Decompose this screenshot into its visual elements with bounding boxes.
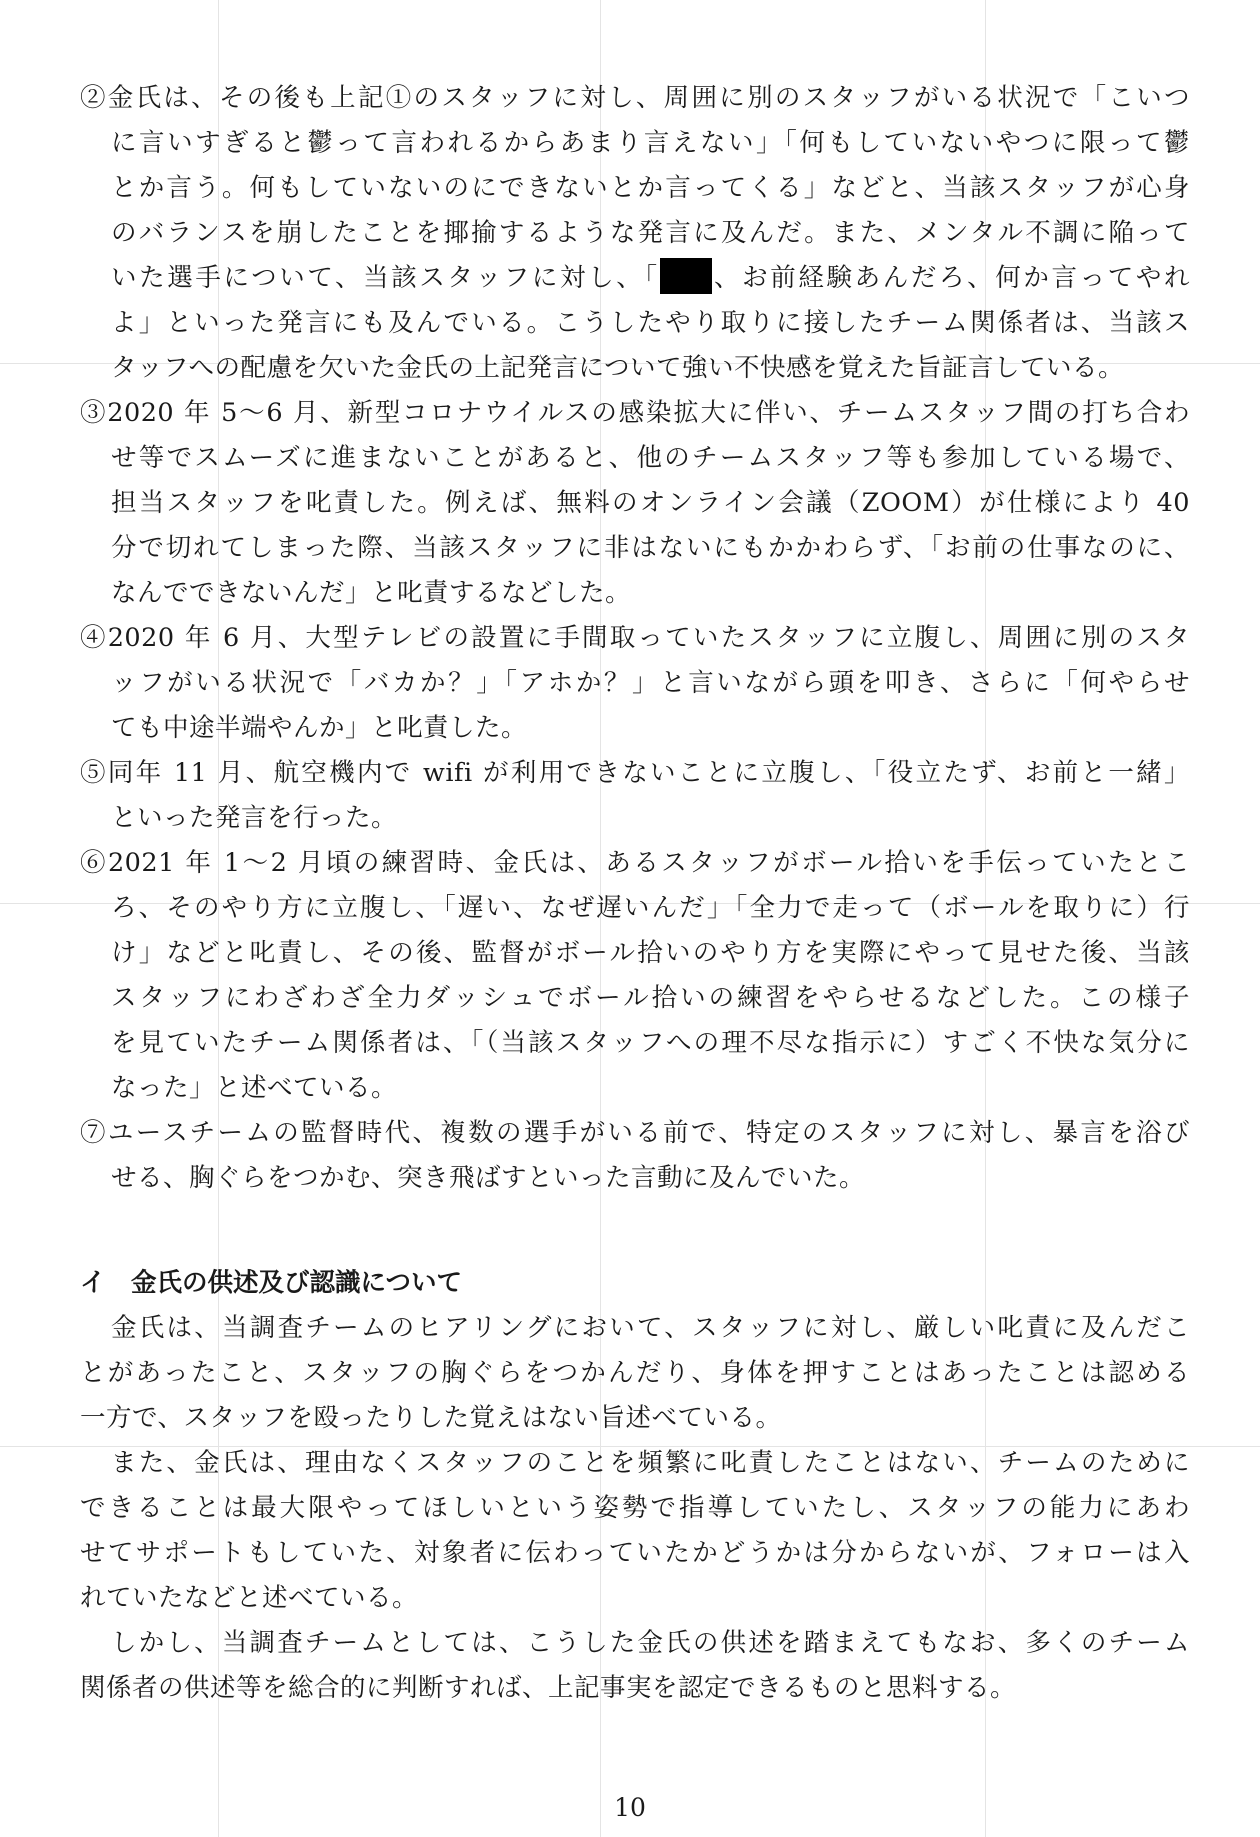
text-line: ②金氏は、その後も上記①のスタッフに対し、周囲に別のスタッフがいる状況で「こいつ (80, 83, 1190, 113)
text-line: なんでできないんだ」と叱責するなどした。 (111, 578, 632, 608)
page-number: 10 (614, 1793, 646, 1822)
list-item (80, 616, 1190, 751)
section-heading: イ 金氏の供述及び認識について (80, 1268, 462, 1298)
text-line: といった発言を行った。 (111, 803, 398, 833)
document-page (80, 76, 1190, 1711)
text-line: ⑤同年 11 月、航空機内で wifi が利用できないことに立腹し、「役立たず、お前と一緒」 (80, 758, 1190, 788)
text-line: 一方で、スタッフを殴ったりした覚えはない旨述べている。 (80, 1403, 782, 1433)
text-line: できることは最大限やってほしいという姿勢で指導していたし、スタッフの能力にあわ (80, 1493, 1190, 1523)
paragraph (80, 1306, 1190, 1441)
text-line: に言いすぎると鬱って言われるからあまり言えない」「何もしていないやつに限って鬱 (111, 128, 1190, 158)
text-line: また、金氏は、理由なくスタッフのことを頻繁に叱責したことはない、チームのために (111, 1448, 1190, 1478)
list-item (80, 76, 1190, 391)
text-line: ⑥2021 年 1～2 月頃の練習時、金氏は、あるスタッフがボール拾いを手伝っていたとこ (80, 848, 1190, 878)
text-segment: いた選手について、当該スタッフに対し、「 (111, 263, 660, 293)
paragraph (80, 1441, 1190, 1621)
text-line: しかし、当調査チームとしては、こうした金氏の供述を踏まえてもなお、多くのチーム (111, 1628, 1190, 1658)
text-segment: 、お前経験あんだろ、何か言ってやれ (711, 263, 1190, 293)
list-item (80, 841, 1190, 1111)
list-item (80, 751, 1190, 841)
text-line: 分で切れてしまった際、当該スタッフに非はないにもかかわらず、「お前の仕事なのに、 (111, 533, 1190, 563)
text-line: のバランスを崩したことを揶揄するような発言に及んだ。また、メンタル不調に陥って (111, 218, 1190, 248)
text-line: とがあったこと、スタッフの胸ぐらをつかんだり、身体を押すことはあったことは認める (80, 1358, 1190, 1388)
text-line: タッフへの配慮を欠いた金氏の上記発言について強い不快感を覚えた旨証言している。 (111, 353, 1124, 383)
text-line: ろ、そのやり方に立腹し、「遅い、なぜ遅いんだ」「全力で走って（ボールを取りに）行 (111, 893, 1190, 923)
text-line: 金氏は、当調査チームのヒアリングにおいて、スタッフに対し、厳しい叱責に及んだこ (111, 1313, 1190, 1343)
text-line (80, 256, 1190, 301)
text-line: れていたなどと述べている。 (80, 1583, 419, 1613)
paragraph (80, 1621, 1190, 1711)
text-line: とか言う。何もしていないのにできないとか言ってくる」などと、当該スタッフが心身 (111, 173, 1190, 203)
text-line: せてサポートもしていた、対象者に伝わっていたかどうかは分からないが、フォローは入 (80, 1538, 1190, 1568)
text-line: 担当スタッフを叱責した。例えば、無料のオンライン会議（ZOOM）が仕様により 40 (111, 488, 1190, 518)
list-item (80, 1111, 1190, 1201)
list-item (80, 391, 1190, 616)
text-line: せ等でスムーズに進まないことがあると、他のチームスタッフ等も参加している場で、 (111, 443, 1190, 473)
text-line: ⑦ユースチームの監督時代、複数の選手がいる前で、特定のスタッフに対し、暴言を浴び (80, 1118, 1190, 1148)
text-line: ッフがいる状況で「バカか？」「アホか？」と言いながら頭を叩き、さらに「何やらせ (111, 668, 1190, 698)
text-line: け」などと叱責し、その後、監督がボール拾いのやり方を実際にやって見せた後、当該 (111, 938, 1190, 968)
text-line: ても中途半端やんか」と叱責した。 (111, 713, 528, 743)
text-line: せる、胸ぐらをつかむ、突き飛ばすといった言動に及んでいた。 (111, 1163, 866, 1193)
text-line: よ」といった発言にも及んでいる。こうしたやり取りに接したチーム関係者は、当該ス (111, 308, 1190, 338)
text-line: を見ていたチーム関係者は、「（当該スタッフへの理不尽な指示に）すごく不快な気分に (111, 1028, 1190, 1058)
redaction-block (660, 258, 712, 294)
text-line: ③2020 年 5～6 月、新型コロナウイルスの感染拡大に伴い、チームスタッフ間の打ち合わ (80, 398, 1190, 428)
text-line: ④2020 年 6 月、大型テレビの設置に手間取っていたスタッフに立腹し、周囲に別のスタ (80, 623, 1190, 653)
text-line: スタッフにわざわざ全力ダッシュでボール拾いの練習をやらせるなどした。この様子 (111, 983, 1190, 1013)
text-line: なった」と述べている。 (111, 1073, 398, 1103)
text-line: 関係者の供述等を総合的に判断すれば、上記事実を認定できるものと思料する。 (80, 1673, 1017, 1703)
